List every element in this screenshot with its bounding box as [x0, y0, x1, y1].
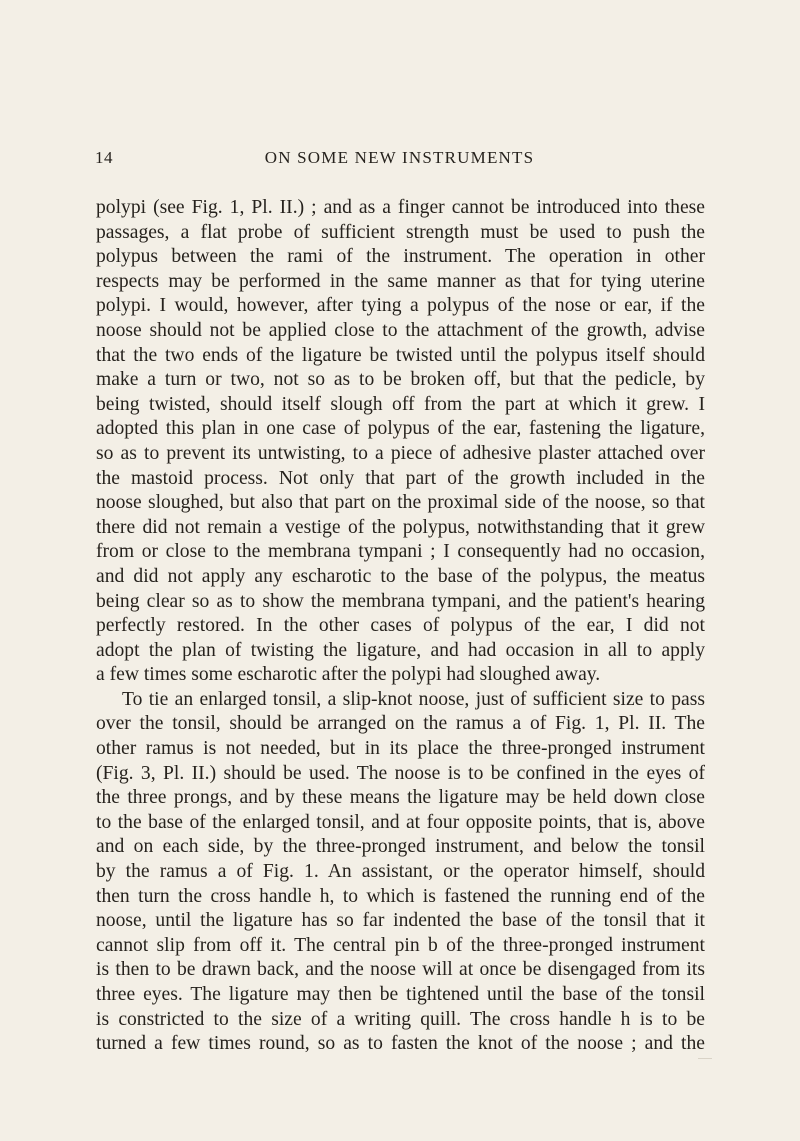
text-line: the mastoid process. Not only that part of the growth included in the [96, 467, 705, 489]
text-line: To tie an enlarged tonsil, a slip-knot noose, just of sufficient size to pass [122, 688, 705, 710]
paper-mark [698, 1058, 712, 1059]
text-line: turned a few times round, so as to fasten the knot of the noose ; and the [96, 1033, 705, 1055]
text-line: being clear so as to show the membrana tympani, and the patient's hearing [96, 590, 705, 612]
text-line: adopted this plan in one case of polypus of the ear, fastening the ligature, [96, 418, 705, 440]
text-line: a few times some escharotic after the polypi had sloughed away. [96, 664, 601, 686]
text-line: that the two ends of the ligature be twisted until the polypus itself should [96, 344, 705, 366]
text-line: other ramus is not needed, but in its place the three-pronged instrument [96, 738, 705, 760]
text-line: being twisted, should itself slough off from the part at which it grew. I [96, 393, 705, 415]
text-line: perfectly restored. In the other cases of polypus of the ear, I did not [96, 615, 705, 637]
text-line: adopt the plan of twisting the ligature, and had occasion in all to apply [96, 639, 705, 661]
text-line: by the ramus a of Fig. 1. An assistant, or the operator himself, should [96, 861, 705, 883]
text-line: over the tonsil, should be arranged on the ramus a of Fig. 1, Pl. II. The [96, 713, 705, 735]
text-line: noose should not be applied close to the attachment of the growth, advise [96, 319, 705, 341]
running-head [95, 148, 704, 170]
page-number: 14 [95, 148, 113, 167]
text-line: is constricted to the size of a writing quill. The cross handle h is to be [96, 1008, 705, 1030]
text-line: polypi (see Fig. 1, Pl. II.) ; and as a finger cannot be introduced into these [96, 197, 705, 218]
text-line: polypi. I would, however, after tying a polypus of the nose or ear, if the [96, 295, 705, 317]
text-line: then turn the cross handle h, to which is fastened the running end of the [96, 885, 705, 907]
text-line: respects may be performed in the same manner as that for tying uterine [96, 270, 705, 292]
body-text [96, 196, 705, 1057]
text-line: noose sloughed, but also that part on the proximal side of the noose, so that [96, 492, 705, 514]
text-line: passages, a flat probe of sufficient strength must be used to push the [96, 221, 705, 243]
text-line: to the base of the enlarged tonsil, and at four opposite points, that is, above [96, 811, 705, 833]
text-line: so as to prevent its untwisting, to a piece of adhesive plaster attached over [96, 442, 705, 464]
text-line: the three prongs, and by these means the ligature may be held down close [96, 787, 705, 809]
text-line: and did not apply any escharotic to the base of the polypus, the meatus [96, 565, 705, 587]
text-line: make a turn or two, not so as to be broken off, but that the pedicle, by [96, 369, 705, 391]
text-line: there did not remain a vestige of the polypus, notwithstanding that it grew [96, 516, 705, 538]
text-line: is then to be drawn back, and the noose will at once be disengaged from its [96, 959, 705, 981]
text-line: noose, until the ligature has so far indented the base of the tonsil that it [96, 910, 705, 932]
text-line: and on each side, by the three-pronged instrument, and below the tonsil [96, 836, 705, 858]
text-line: cannot slip from off it. The central pin b of the three-pronged instrument [96, 934, 705, 956]
text-line: from or close to the membrana tympani ; I consequently had no occasion, [96, 541, 705, 563]
text-line: polypus between the rami of the instrument. The operation in other [96, 246, 705, 268]
text-line: three eyes. The ligature may then be tightened until the base of the tonsil [96, 984, 705, 1005]
text-line: (Fig. 3, Pl. II.) should be used. The noose is to be confined in the eyes of [96, 762, 705, 784]
running-head-title: ON SOME NEW INSTRUMENTS [264, 148, 535, 167]
